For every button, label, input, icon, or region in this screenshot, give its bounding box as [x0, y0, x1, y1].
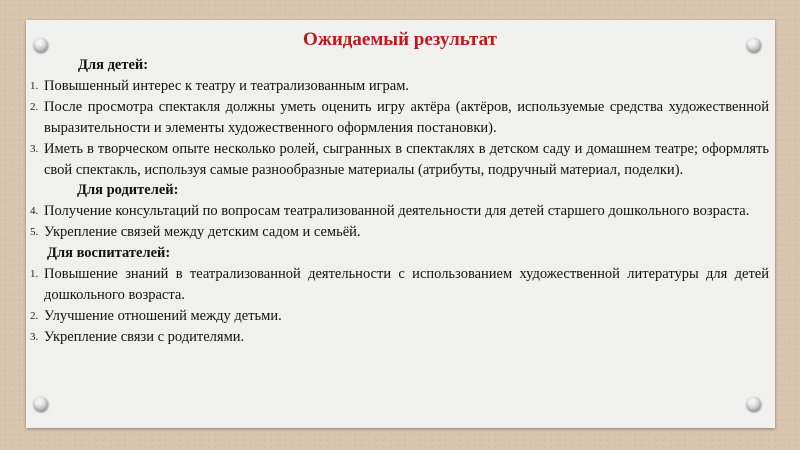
list-item — [30, 201, 769, 222]
list-number: 5. — [30, 226, 39, 239]
list-item-text: Укрепление связи с родителями. — [44, 328, 245, 345]
list-item-text: Улучшение отношений между детьми. — [44, 307, 282, 324]
list-number: 3. — [30, 142, 39, 155]
list-number: 4. — [30, 205, 39, 218]
list-item-text: Укрепление связей между детским садом и семьёй. — [44, 224, 361, 241]
list-item — [30, 264, 769, 306]
list-item — [30, 306, 769, 327]
list-item-text: Повышенный интерес к театру и театрализованным играм. — [44, 77, 410, 94]
list-item-text: Повышение знаний в театрализованной деятельности с использованием художественной литературы для детей дошкольного возраста. — [44, 266, 769, 303]
list-item — [30, 139, 769, 181]
section-heading-parents: Для родителей: — [77, 182, 179, 199]
list-number: 2. — [30, 100, 39, 113]
list-item — [30, 76, 769, 97]
pushpin-icon — [747, 397, 761, 411]
pushpin-icon — [34, 397, 48, 411]
section-heading-children: Для детей: — [78, 57, 149, 73]
list-item — [30, 222, 769, 243]
list-number: 1. — [30, 268, 39, 281]
list-number: 2. — [30, 309, 39, 322]
list-item — [30, 327, 769, 348]
list-item-text: Иметь в творческом опыте несколько ролей, сыгранных в спектаклях в детском саду и домашнем театре; оформлять свой спектакль, используя самые разнообразные материалы (атрибуты, подручный материал, поделки). — [44, 140, 769, 178]
slide-content — [30, 55, 769, 348]
list-item-text: После просмотра спектакля должны уметь оценить игру актёра (актёров, используемые средства художественной выразительности и элементы художественного оформления постановки). — [44, 98, 769, 136]
list-item — [30, 97, 769, 139]
section-heading-educators: Для воспитателей: — [47, 245, 171, 262]
list-item-text: Получение консультаций по вопросам театрализованной деятельности для детей старшего дошкольного возраста. — [44, 203, 750, 220]
list-number: 1. — [30, 79, 39, 92]
list-number: 3. — [30, 330, 39, 343]
slide-title: Ожидаемый результат — [303, 29, 497, 50]
